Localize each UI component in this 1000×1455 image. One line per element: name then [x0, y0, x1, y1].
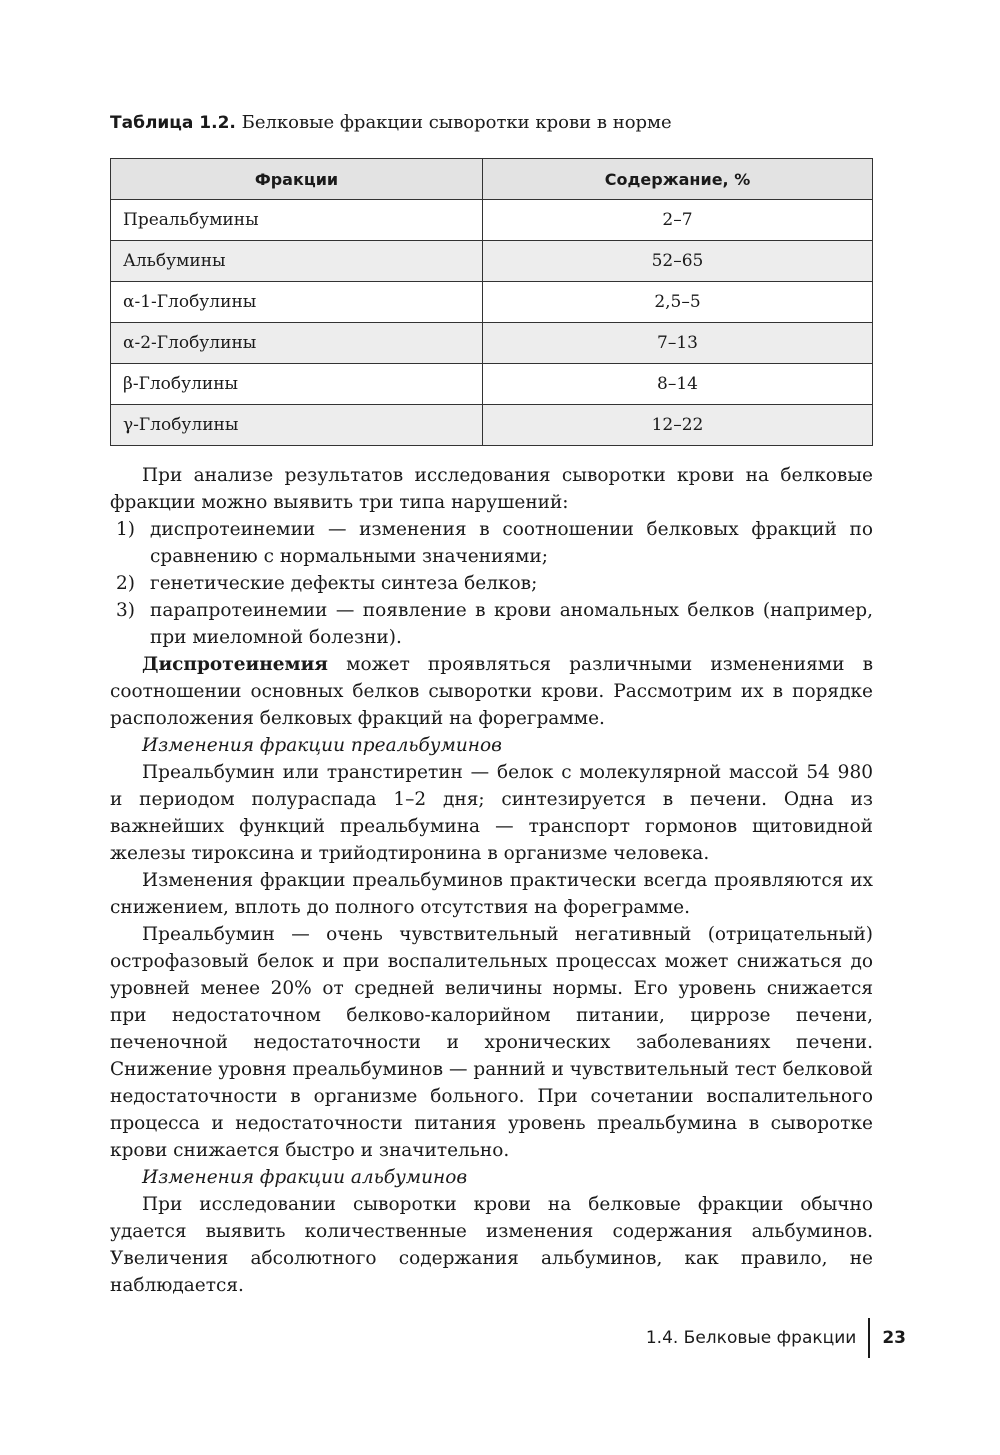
fraction-value: 52–65	[483, 241, 873, 282]
subheading-albumin: Изменения фракции альбуминов	[142, 1167, 468, 1188]
fraction-name: α-2-Глобулины	[111, 323, 483, 364]
dysproteinemia-text: может проявляться различными изменениями в соотношении основных белков сыворотки крови. Рассмотрим их в порядке расположения белковых фракций на фореграмме.	[110, 654, 873, 729]
table-row	[111, 200, 873, 241]
list-item-number: 1)	[116, 519, 135, 540]
fraction-value: 8–14	[483, 364, 873, 405]
fraction-value: 7–13	[483, 323, 873, 364]
fraction-name: Преальбумины	[111, 200, 483, 241]
table-caption-label: Таблица 1.2.	[110, 113, 236, 133]
table-row	[111, 405, 873, 446]
list-item	[110, 570, 873, 597]
table-header-row	[111, 159, 873, 200]
subheading-prealbumin: Изменения фракции преальбуминов	[142, 735, 502, 756]
dysproteinemia-term: Диспротеинемия	[142, 654, 328, 675]
list-item-text: генетические дефекты синтеза белков;	[150, 573, 538, 594]
fraction-value: 2–7	[483, 200, 873, 241]
fraction-name: Альбумины	[111, 241, 483, 282]
table-caption-text: Белковые фракции сыворотки крови в норме	[235, 112, 672, 133]
prealbumin-paragraph-1: Преальбумин или транстиретин — белок с молекулярной массой 54 980 и периодом полураспада 1–2 дня; синтезируется в печени. Одна из важнейших функций преальбумина — транспорт гормонов щитовидной железы тироксина и трийодтиронина в организме человека.	[110, 762, 873, 864]
fraction-name: α-1-Глобулины	[111, 282, 483, 323]
dysproteinemia-paragraph	[110, 651, 873, 732]
column-header-content: Содержание, %	[483, 159, 873, 200]
column-header-fractions: Фракции	[111, 159, 483, 200]
list-item-number: 3)	[116, 600, 135, 621]
fraction-value: 12–22	[483, 405, 873, 446]
page-number: 23	[882, 1328, 906, 1348]
table-caption	[110, 110, 873, 136]
list-item-text: диспротеинемии — изменения в соотношении белковых фракций по сравнению с нормальными значениями;	[150, 519, 873, 567]
list-item	[110, 597, 873, 651]
prealbumin-paragraph-3: Преальбумин — очень чувствительный негативный (отрицательный) острофазовый белок и при воспалительных процессах может снижаться до уровней менее 20% от средней величины нормы. Его уровень снижается при недостаточном белково-калорийном питании, циррозе печени, печеночной недостаточности и хронических заболеваниях печени. Снижение уровня преальбуминов — ранний и чувствительный тест белковой недостаточности в организме больного. При сочетании воспалительного процесса и недостаточности питания уровень преальбумина в сыворотке крови снижается быстро и значительно.	[110, 924, 873, 1161]
table-row	[111, 323, 873, 364]
disorder-types-list	[110, 516, 873, 651]
table-row	[111, 282, 873, 323]
fraction-value: 2,5–5	[483, 282, 873, 323]
footer-separator	[868, 1318, 870, 1358]
protein-fractions-table	[110, 158, 873, 446]
list-item-text: парапротеинемии — появление в крови аномальных белков (например, при миеломной болезни).	[150, 600, 873, 648]
fraction-name: γ-Глобулины	[111, 405, 483, 446]
body-text	[110, 462, 873, 1299]
albumin-paragraph-1: При исследовании сыворотки крови на белковые фракции обычно удается выявить количественные изменения содержания альбуминов. Увеличения абсолютного содержания альбуминов, как правило, не наблюдается.	[110, 1194, 873, 1296]
footer-section-title: 1.4. Белковые фракции	[645, 1328, 857, 1348]
list-item	[110, 516, 873, 570]
prealbumin-paragraph-2: Изменения фракции преальбуминов практически всегда проявляются их снижением, вплоть до полного отсутствия на фореграмме.	[110, 870, 873, 918]
list-item-number: 2)	[116, 573, 135, 594]
intro-paragraph: При анализе результатов исследования сыворотки крови на белковые фракции можно выявить три типа нарушений:	[110, 465, 873, 513]
table-row	[111, 364, 873, 405]
page-footer	[646, 1318, 906, 1358]
table-row	[111, 241, 873, 282]
fraction-name: β-Глобулины	[111, 364, 483, 405]
page-content	[110, 110, 873, 1299]
